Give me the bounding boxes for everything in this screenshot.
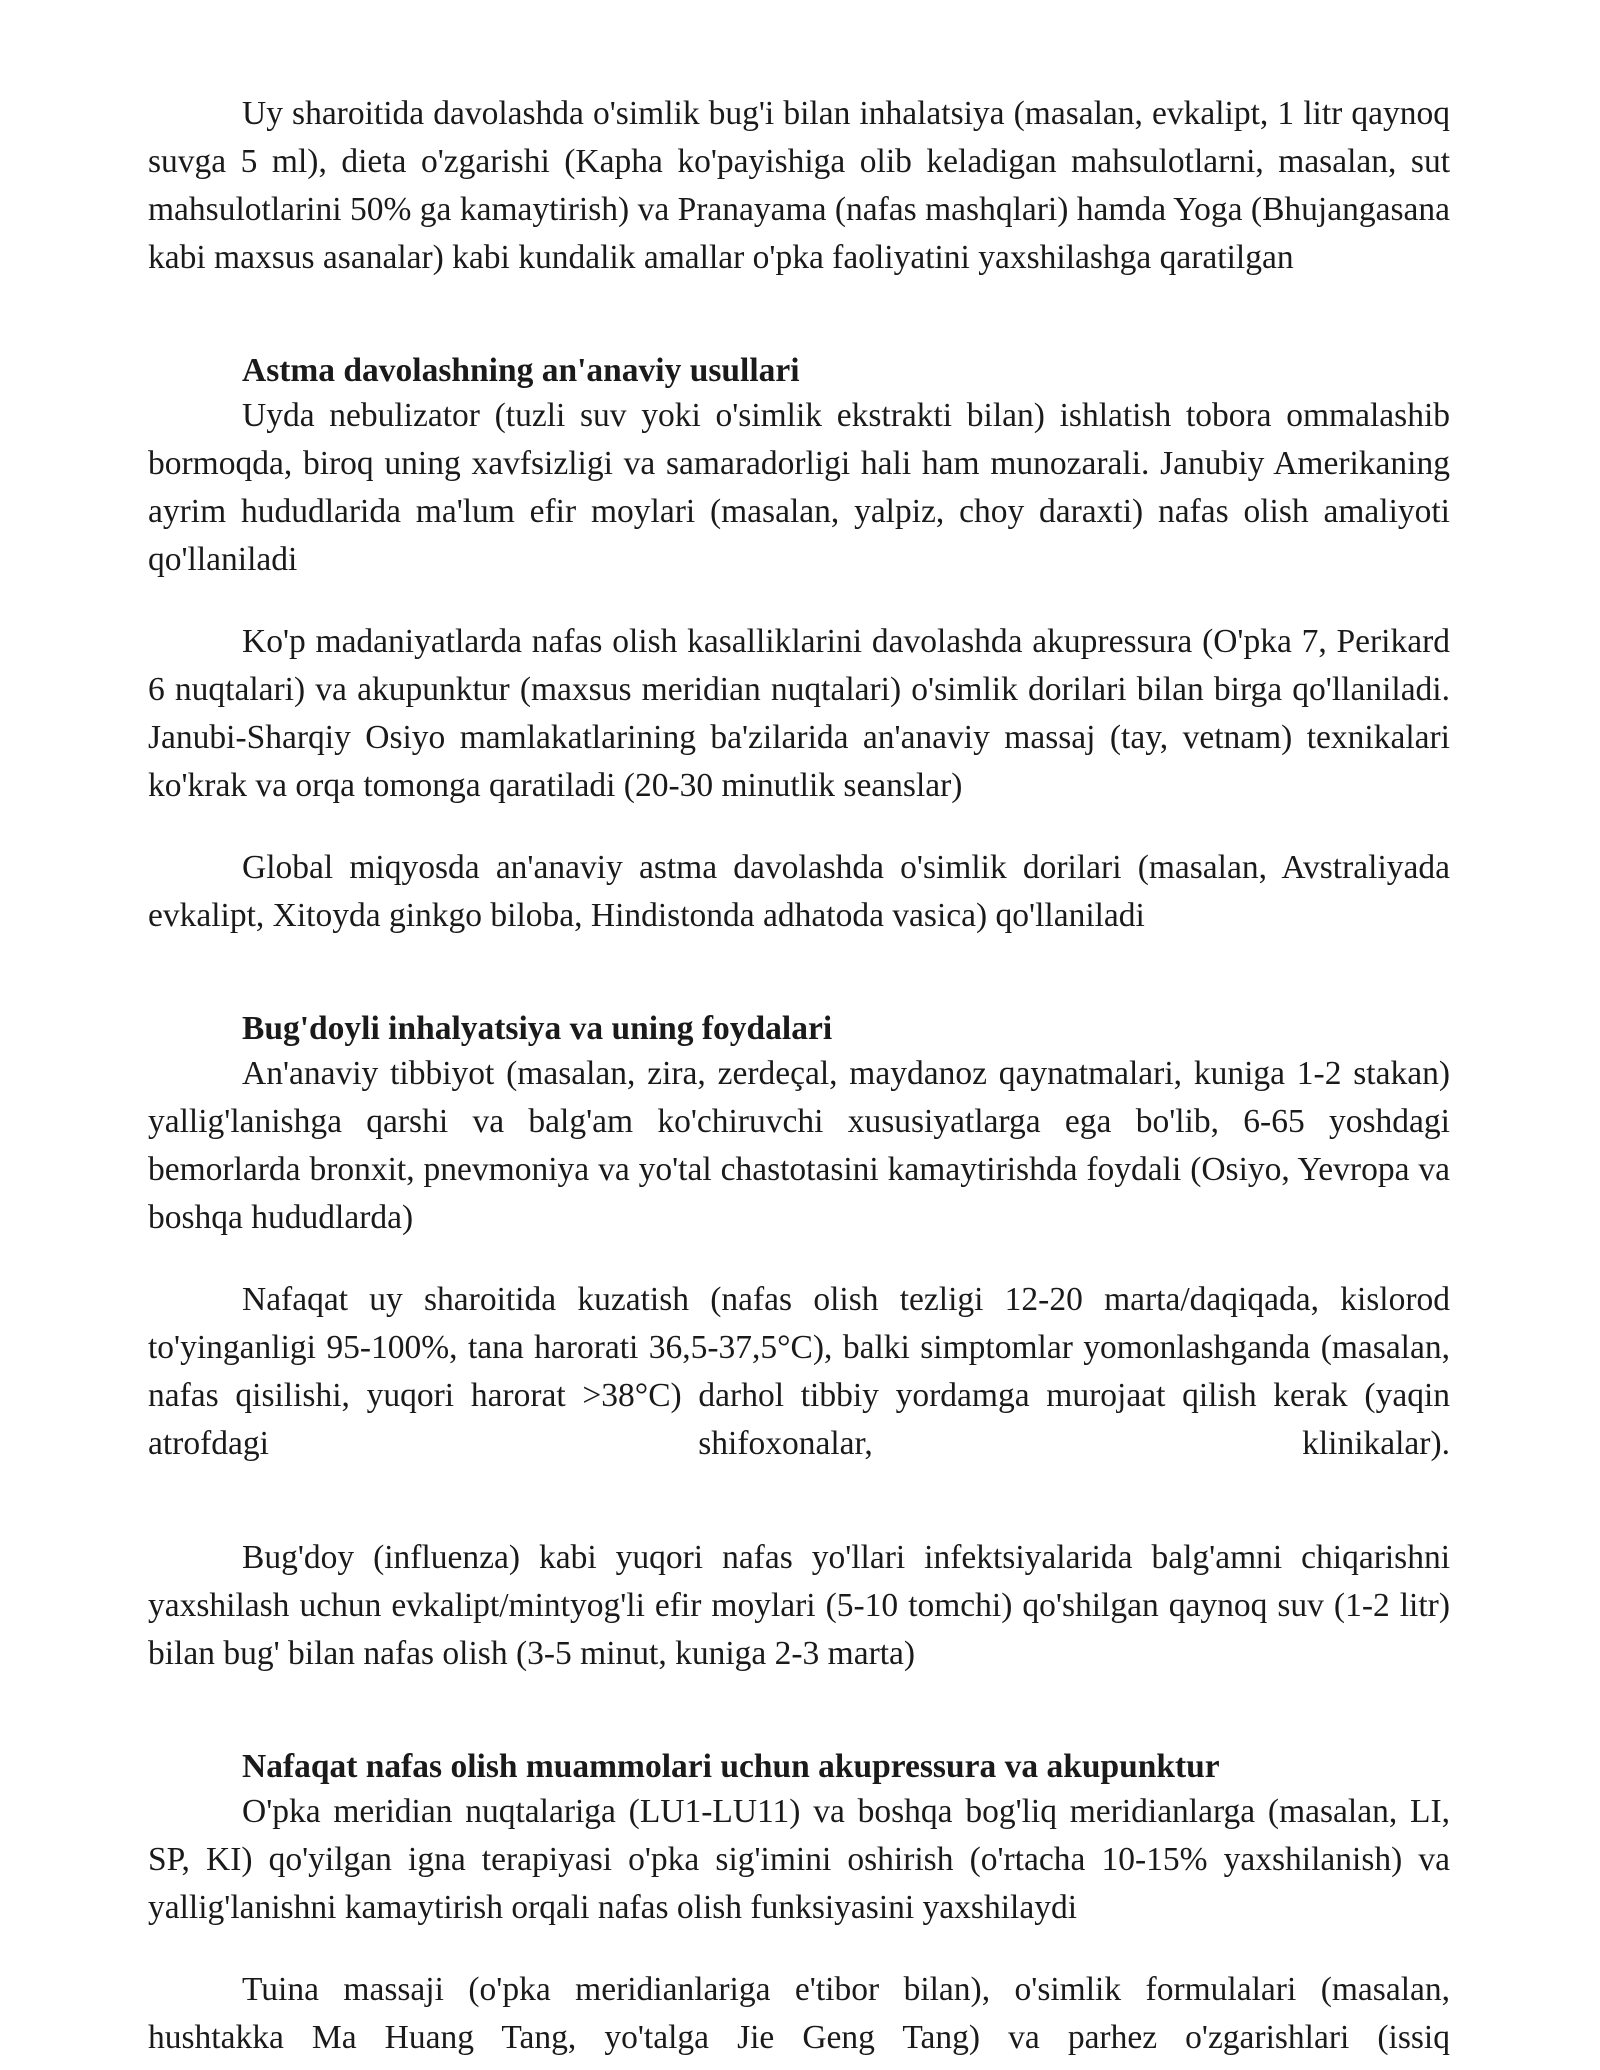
- paragraph: Uyda nebulizator (tuzli suv yoki o'simlik ekstrakti bilan) ishlatish tobora ommalashib bormoqda, biroq uning xavfsizligi va samaradorligi hali ham munozarali. Janubiy Amerikaning ayrim hududlarida ma'lum efir moylari (masalan, yalpiz, choy daraxti) nafas olish amaliyoti qo'llaniladi: [148, 397, 1450, 578]
- section-heading: Nafaqat nafas olish muammolari uchun akupressura va akupunktur: [242, 1748, 1220, 1785]
- paragraph: An'anaviy tibbiyot (masalan, zira, zerdeçal, maydanoz qaynatmalari, kuniga 1-2 stakan) yallig'lanishga qarshi va balg'am ko'chiruvchi xususiyatlarga ega bo'lib, 6-65 yoshdagi bemorlarda bronxit, pnevmoniya va yo'tal chastotasini kamaytirishda foydali (Osiyo, Yevropa va boshqa hududlarda): [148, 1055, 1450, 1236]
- paragraph: Uy sharoitida davolashda o'simlik bug'i bilan inhalatsiya (masalan, evkalipt, 1 litr qaynoq suvga 5 ml), dieta o'zgarishi (Kapha ko'payishiga olib keladigan mahsulotlarni, masalan, sut mahsulotlarini 50% ga kamaytirish) va Pranayama (nafas mashqlari) hamda Yoga (Bhujangasana kabi maxsus asanalar) kabi kundalik amallar o'pka faoliyatini yaxshilashga qaratilgan: [148, 95, 1450, 276]
- section-heading: Astma davolashning an'anaviy usullari: [242, 352, 800, 389]
- paragraph: Bug'doy (influenza) kabi yuqori nafas yo'llari infektsiyalarida balg'amni chiqarishni yaxshilash uchun evkalipt/mintyog'li efir moylari (5-10 tomchi) qo'shilgan qaynoq suv (1-2 litr) bilan bug' bilan nafas olish (3-5 minut, kuniga 2-3 marta): [148, 1539, 1450, 1672]
- section-heading: Bug'doyli inhalyatsiya va uning foydalari: [242, 1010, 833, 1047]
- paragraph: Ko'p madaniyatlarda nafas olish kasalliklarini davolashda akupressura (O'pka 7, Perikard 6 nuqtalari) va akupunktur (maxsus meridian nuqtalari) o'simlik dorilari bilan birga qo'llaniladi. Janubi-Sharqiy Osiyo mamlakatlarining ba'zilarida an'anaviy massaj (tay, vetnam) texnikalari ko'krak va orqa tomonga qaratiladi (20-30 minutlik seanslar): [148, 623, 1450, 804]
- paragraph: Tuina massaji (o'pka meridianlariga e'tibor bilan), o'simlik formulalari (masalan, hushtakka Ma Huang Tang, yo'talga Jie Geng Tang) va parhez o'zgarishlari (issiq: [148, 1971, 1450, 2056]
- paragraph: Global miqyosda an'anaviy astma davolashda o'simlik dorilari (masalan, Avstraliyada evkalipt, Xitoyda ginkgo biloba, Hindistonda adhatoda vasica) qo'llaniladi: [148, 849, 1450, 934]
- paragraph: Nafaqat uy sharoitida kuzatish (nafas olish tezligi 12-20 marta/daqiqada, kislorod to'yinganligi 95-100%, tana harorati 36,5-37,5°C), balki simptomlar yomonlashganda (masalan, nafas qisilishi, yuqori harorat >38°C) darhol tibbiy yordamga murojaat qilish kerak (yaqin atrofdagi shifoxonalar, klinikalar).: [148, 1281, 1450, 1462]
- paragraph: O'pka meridian nuqtalariga (LU1-LU11) va boshqa bog'liq meridianlarga (masalan, LI, SP, KI) qo'yilgan igna terapiyasi o'pka sig'imini oshirish (o'rtacha 10-15% yaxshilanish) va yallig'lanishni kamaytirish orqali nafas olish funksiyasini yaxshilaydi: [148, 1793, 1450, 1926]
- document-page: [148, 90, 1450, 2062]
